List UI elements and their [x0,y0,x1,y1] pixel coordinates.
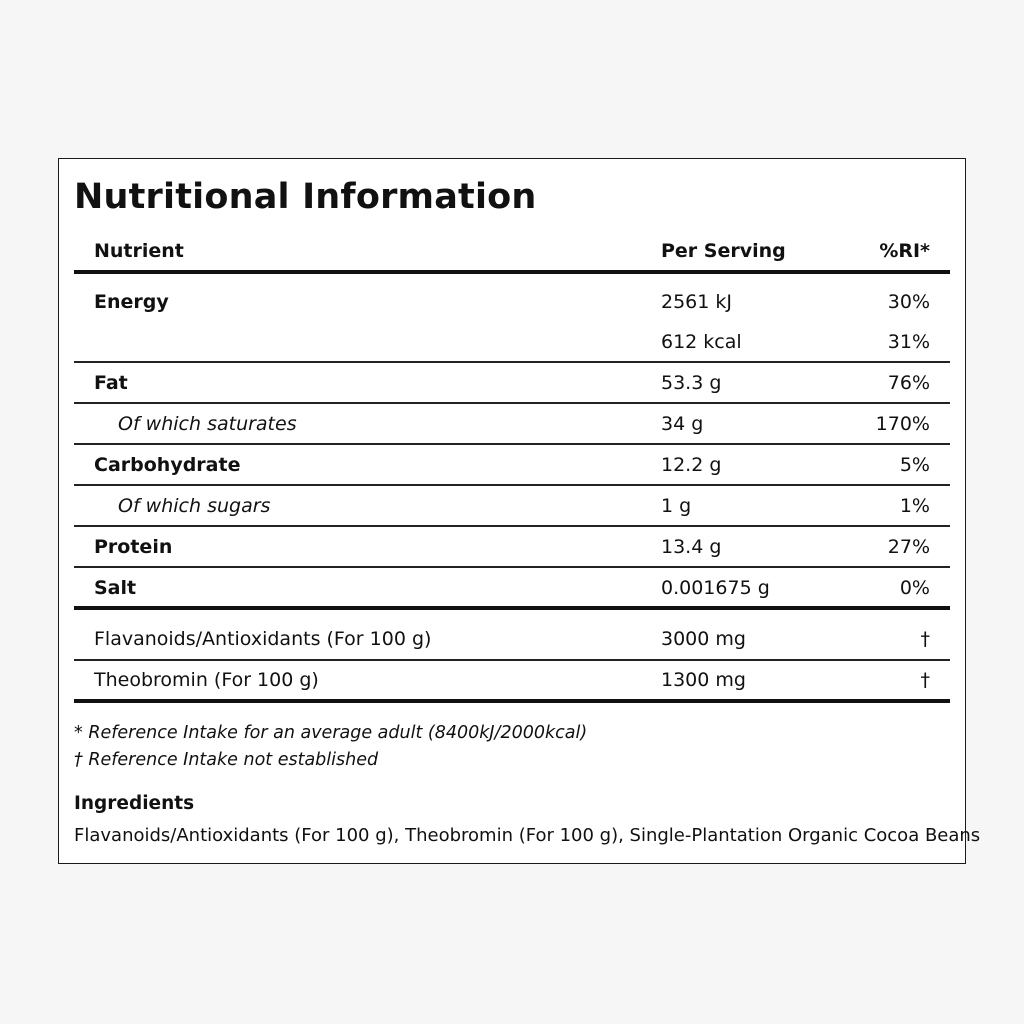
row-per-serving: 0.001675 g [661,577,770,599]
row-nutrient: Of which saturates [118,413,297,435]
row-ri: 31% [887,331,930,353]
ingredients-text: Flavanoids/Antioxidants (For 100 g), Theobromin (For 100 g), Single-Plantation Organic Cocoa Beans [74,825,981,846]
footnote-ri: * Reference Intake for an average adult (8400kJ/2000kcal) [74,723,588,743]
row-ri: † [920,628,930,650]
row-per-serving: 612 kcal [661,331,742,353]
row-per-serving: 13.4 g [661,536,722,558]
row-per-serving: 1300 mg [661,669,746,691]
row-nutrient: Energy [94,291,169,313]
header-rule [74,270,950,274]
table-bottom-rule [74,699,950,703]
row-per-serving: 12.2 g [661,454,722,476]
row-ri: 0% [899,577,930,599]
row-ri: 5% [899,454,930,476]
row-ri: 170% [875,413,930,435]
row-per-serving: 1 g [661,495,692,517]
footnote-dagger: † Reference Intake not established [74,750,379,770]
row-per-serving: 3000 mg [661,628,746,650]
row-per-serving: 53.3 g [661,372,722,394]
row-ri: 76% [887,372,930,394]
header-ri: %RI* [879,240,930,262]
row-nutrient: Flavanoids/Antioxidants (For 100 g) [94,628,432,650]
ingredients-heading: Ingredients [74,793,195,814]
row-ri: † [920,669,930,691]
section-rule [74,606,950,610]
label-title: Nutritional Information [74,177,537,217]
row-nutrient: Salt [94,577,137,599]
row-divider [74,361,950,363]
row-nutrient: Carbohydrate [94,454,241,476]
row-nutrient: Fat [94,372,128,394]
row-divider [74,525,950,527]
row-divider [74,659,950,661]
row-ri: 27% [887,536,930,558]
row-nutrient: Theobromin (For 100 g) [94,669,319,691]
row-ri: 30% [887,291,930,313]
row-nutrient: Protein [94,536,173,558]
nutrition-label [58,158,981,864]
row-per-serving: 34 g [661,413,704,435]
row-nutrient: Of which sugars [118,495,271,517]
row-per-serving: 2561 kJ [661,291,732,313]
header-per-serving: Per Serving [661,240,786,262]
row-divider [74,484,950,486]
row-ri: 1% [899,495,930,517]
row-divider [74,443,950,445]
row-divider [74,566,950,568]
header-nutrient: Nutrient [94,240,184,262]
table-header [74,237,950,269]
row-divider [74,402,950,404]
